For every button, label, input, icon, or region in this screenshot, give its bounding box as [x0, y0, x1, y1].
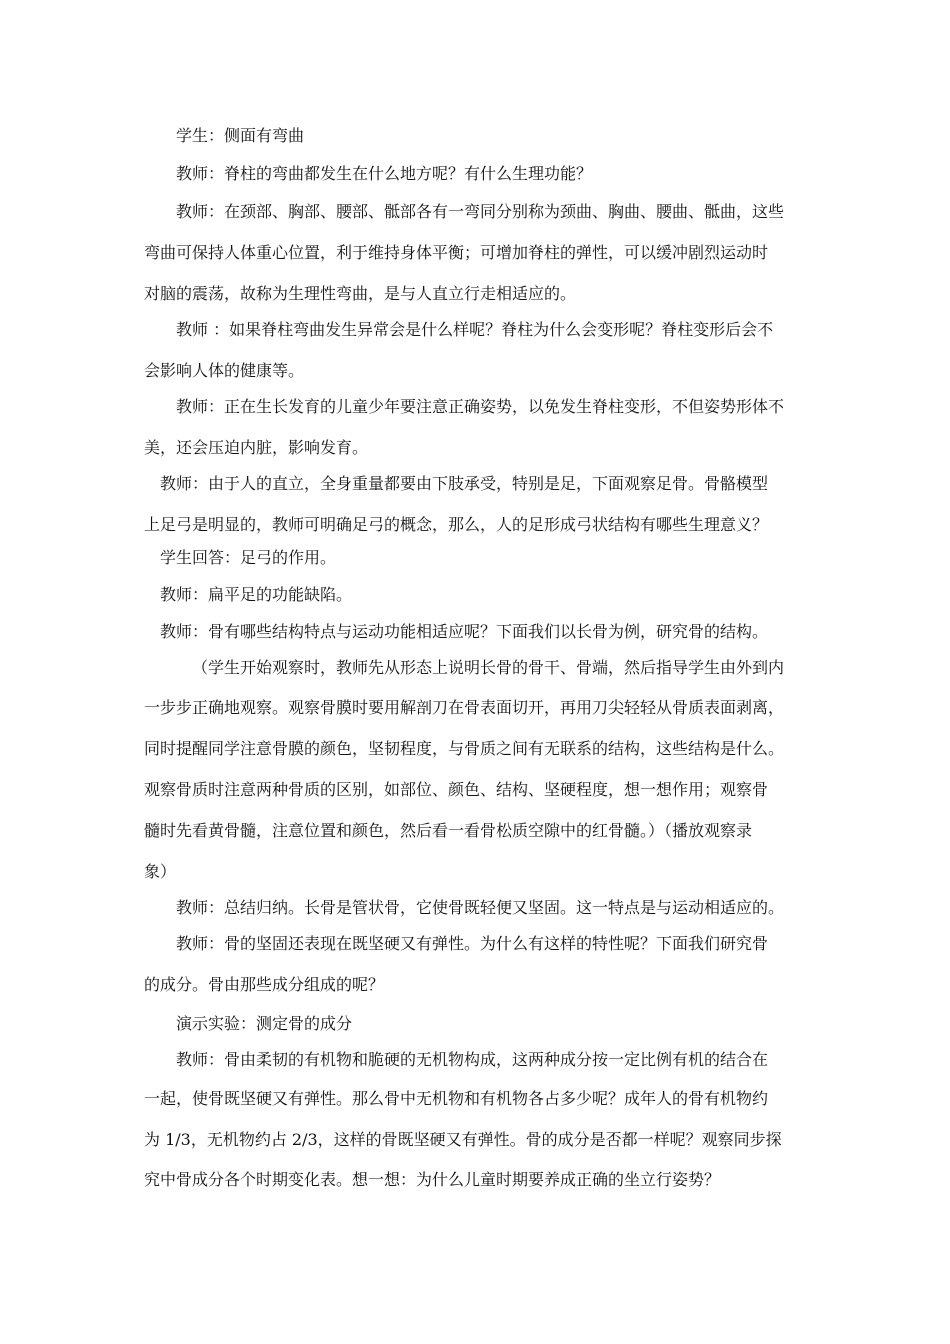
text-line: 的成分。骨由那些成分组成的呢？: [144, 975, 385, 994]
text-line: 学生：侧面有弯曲: [176, 126, 305, 145]
text-line: 弯曲可保持人体重心位置，利于维持身体平衡；可增加脊柱的弹性，可以缓冲剧烈运动时: [144, 243, 769, 262]
text-line: 髓时先看黄骨髓，注意位置和颜色，然后看一看骨松质空隙中的红骨髓。）（播放观察录: [144, 821, 753, 840]
text-line: 美，还会压迫内脏，影响发育。: [144, 438, 369, 457]
text-line: 教师：正在生长发育的儿童少年要注意正确姿势，以免发生脊柱变形，不但姿势形体不: [176, 397, 785, 416]
text-line: 一起，使骨既坚硬又有弹性。那么骨中无机物和有机物各占多少呢？成年人的骨有机物约: [144, 1089, 769, 1108]
text-line: 教师：在颈部、胸部、腰部、骶部各有一弯同分别称为颈曲、胸曲、腰曲、骶曲，这些: [176, 202, 785, 221]
text-line: 教师：骨的坚固还表现在既坚硬又有弹性。为什么有这样的特性呢？下面我们研究骨: [176, 934, 769, 953]
text-line: 教师 ：如果脊柱弯曲发生异常会是什么样呢？脊柱为什么会变形呢？脊柱变形后会不: [176, 320, 774, 339]
text-line: 学生回答：足弓的作用。: [160, 548, 337, 567]
text-line: 同时提醒同学注意骨膜的颜色，坚韧程度，与骨质之间有无联系的结构，这些结构是什么。: [144, 739, 785, 758]
text-line: 观察骨质时注意两种骨质的区别，如部位、颜色、结构、坚硬程度，想一想作用；观察骨: [144, 780, 769, 799]
text-line: 演示实验：测定骨的成分: [176, 1014, 353, 1033]
text-line: 教师：骨有哪些结构特点与运动功能相适应呢？下面我们以长骨为例，研究骨的结构。: [160, 622, 769, 641]
text-line: 上足弓是明显的，教师可明确足弓的概念，那么，人的足形成弓状结构有哪些生理意义？: [144, 515, 769, 534]
text-line: 教师：扁平足的功能缺陷。: [160, 585, 353, 604]
text-line: （学生开始观察时，教师先从形态上说明长骨的骨干、骨端，然后指导学生由外到内: [192, 658, 785, 677]
text-line: 象）: [144, 862, 177, 881]
text-line: 究中骨成分各个时期变化表。想一想：为什么儿童时期要养成正确的坐立行姿势？: [144, 1170, 721, 1189]
text-line: 会影响人体的健康等。: [144, 361, 305, 380]
text-line: 教师：骨由柔韧的有机物和脆硬的无机物构成，这两种成分按一定比例有机的结合在: [176, 1050, 769, 1069]
text-line: 教师：由于人的直立，全身重量都要由下肢承受，特别是足，下面观察足骨。骨骼模型: [160, 474, 769, 493]
text-line: 一步步正确地观察。观察骨膜时要用解剖刀在骨表面切开，再用刀尖轻轻从骨质表面剥离，: [144, 698, 785, 717]
text-line: 对脑的震荡，故称为生理性弯曲，是与人直立行走相适应的。: [144, 284, 577, 303]
text-line: 为 1/3，无机物约占 2/3，这样的骨既坚硬又有弹性。骨的成分是否都一样呢？观察同步探: [144, 1130, 782, 1149]
text-line: 教师：总结归纳。长骨是管状骨，它使骨既轻便又坚固。这一特点是与运动相适应的。: [176, 898, 785, 917]
text-line: 教师：脊柱的弯曲都发生在什么地方呢？有什么生理功能？: [176, 164, 593, 183]
